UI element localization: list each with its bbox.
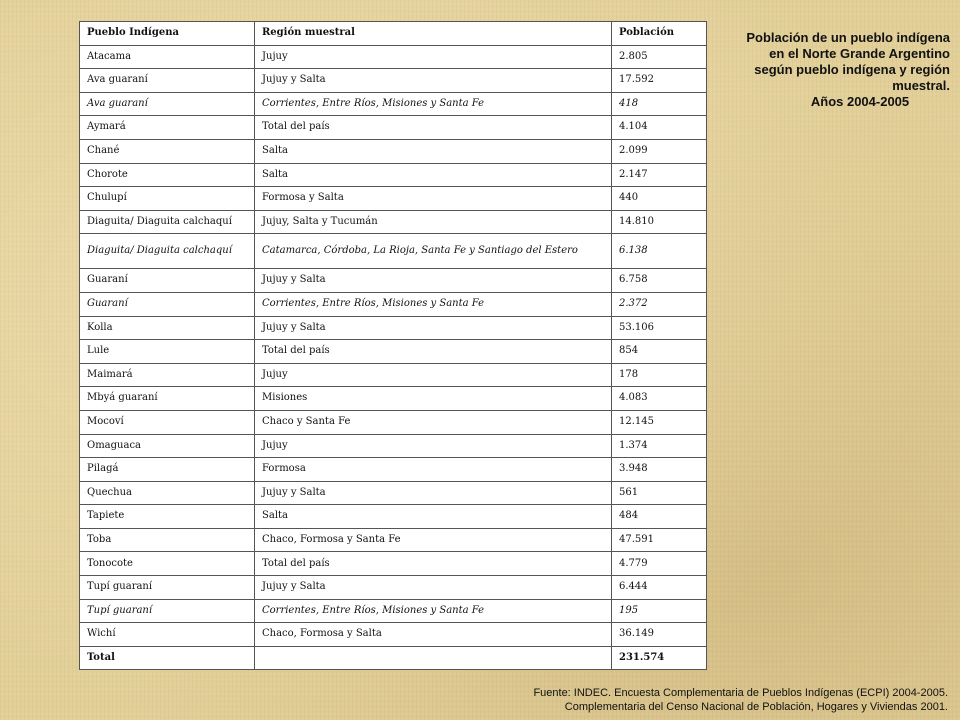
- cell-region: Salta: [255, 505, 612, 529]
- cell-region: Jujuy: [255, 45, 612, 69]
- cell-pueblo: Tonocote: [80, 552, 255, 576]
- title-years: Años 2004-2005: [810, 94, 910, 109]
- cell-region: Jujuy y Salta: [255, 316, 612, 340]
- table-row: [80, 363, 707, 387]
- cell-poblacion: 561: [612, 481, 707, 505]
- cell-poblacion: 12.145: [612, 410, 707, 434]
- title-line-3: según pueblo indígena y región: [754, 62, 950, 77]
- cell-pueblo: Mocoví: [80, 410, 255, 434]
- table-row: [80, 292, 707, 316]
- cell-pueblo: Chulupí: [80, 187, 255, 211]
- population-table-container: [79, 21, 706, 670]
- cell-region: Corrientes, Entre Ríos, Misiones y Santa Fe: [255, 92, 612, 116]
- cell-region: Jujuy y Salta: [255, 269, 612, 293]
- cell-region: Salta: [255, 139, 612, 163]
- table-header-row: [80, 22, 707, 46]
- header-pueblo: Pueblo Indígena: [80, 22, 255, 46]
- table-row: [80, 45, 707, 69]
- cell-region: Chaco, Formosa y Salta: [255, 623, 612, 647]
- cell-poblacion: 440: [612, 187, 707, 211]
- cell-pueblo: Ava guaraní: [80, 92, 255, 116]
- cell-pueblo: Guaraní: [80, 269, 255, 293]
- table-row: [80, 599, 707, 623]
- footnote-line-2: Complementaria del Censo Nacional de Población, Hogares y Viviendas 2001.: [564, 701, 948, 713]
- cell-poblacion: 4.104: [612, 116, 707, 140]
- cell-poblacion: 47.591: [612, 528, 707, 552]
- cell-pueblo: Maimará: [80, 363, 255, 387]
- cell-region: Corrientes, Entre Ríos, Misiones y Santa Fe: [255, 292, 612, 316]
- table-body: [80, 45, 707, 646]
- cell-pueblo: Atacama: [80, 45, 255, 69]
- table-row: [80, 434, 707, 458]
- table-row: [80, 139, 707, 163]
- cell-poblacion: 2.372: [612, 292, 707, 316]
- table-row: [80, 576, 707, 600]
- cell-pueblo: Toba: [80, 528, 255, 552]
- title-line-1: Población de un pueblo indígena: [746, 30, 950, 45]
- cell-pueblo: Aymará: [80, 116, 255, 140]
- cell-pueblo: Chané: [80, 139, 255, 163]
- cell-region: Catamarca, Córdoba, La Rioja, Santa Fe y Santiago del Estero: [255, 234, 612, 269]
- table-row: [80, 623, 707, 647]
- cell-region: Corrientes, Entre Ríos, Misiones y Santa Fe: [255, 599, 612, 623]
- cell-pueblo: Wichí: [80, 623, 255, 647]
- cell-poblacion: 53.106: [612, 316, 707, 340]
- table-total-row: [80, 646, 707, 670]
- cell-poblacion: 178: [612, 363, 707, 387]
- cell-pueblo: Tupí guaraní: [80, 576, 255, 600]
- cell-pueblo: Omaguaca: [80, 434, 255, 458]
- table-row: [80, 69, 707, 93]
- table-row: [80, 234, 707, 269]
- cell-poblacion: 484: [612, 505, 707, 529]
- footnote-line-1: Fuente: INDEC. Encuesta Complementaria de Pueblos Indígenas (ECPI) 2004-2005.: [533, 687, 948, 699]
- cell-region: Formosa: [255, 458, 612, 482]
- cell-poblacion: 2.147: [612, 163, 707, 187]
- cell-region: Jujuy: [255, 363, 612, 387]
- cell-pueblo: Lule: [80, 340, 255, 364]
- cell-region: Jujuy, Salta y Tucumán: [255, 210, 612, 234]
- cell-poblacion: 6.138: [612, 234, 707, 269]
- cell-pueblo: Pilagá: [80, 458, 255, 482]
- cell-poblacion: 418: [612, 92, 707, 116]
- table-row: [80, 116, 707, 140]
- cell-poblacion: 17.592: [612, 69, 707, 93]
- table-row: [80, 210, 707, 234]
- cell-region: Misiones: [255, 387, 612, 411]
- cell-poblacion: 195: [612, 599, 707, 623]
- table-row: [80, 410, 707, 434]
- table-row: [80, 458, 707, 482]
- cell-region: Jujuy y Salta: [255, 69, 612, 93]
- cell-poblacion: 2.805: [612, 45, 707, 69]
- table-row: [80, 552, 707, 576]
- cell-poblacion: 3.948: [612, 458, 707, 482]
- cell-region: Chaco, Formosa y Santa Fe: [255, 528, 612, 552]
- table-row: [80, 528, 707, 552]
- cell-pueblo: Diaguita/ Diaguita calchaquí: [80, 234, 255, 269]
- source-footnote: [468, 686, 948, 714]
- cell-region: Jujuy y Salta: [255, 576, 612, 600]
- cell-poblacion: 2.099: [612, 139, 707, 163]
- table-row: [80, 163, 707, 187]
- cell-poblacion: 4.779: [612, 552, 707, 576]
- table-row: [80, 92, 707, 116]
- cell-pueblo: Diaguita/ Diaguita calchaquí: [80, 210, 255, 234]
- population-table: [79, 21, 707, 670]
- cell-region: Jujuy: [255, 434, 612, 458]
- page-title: [710, 30, 950, 110]
- table-row: [80, 505, 707, 529]
- cell-region: Total del país: [255, 340, 612, 364]
- cell-region: Total del país: [255, 552, 612, 576]
- cell-region: Salta: [255, 163, 612, 187]
- cell-poblacion: 14.810: [612, 210, 707, 234]
- title-line-4: muestral.: [892, 78, 950, 93]
- cell-pueblo: Mbyá guaraní: [80, 387, 255, 411]
- cell-pueblo: Guaraní: [80, 292, 255, 316]
- table-row: [80, 269, 707, 293]
- cell-pueblo: Tupí guaraní: [80, 599, 255, 623]
- table-row: [80, 187, 707, 211]
- header-region: Región muestral: [255, 22, 612, 46]
- cell-poblacion: 6.444: [612, 576, 707, 600]
- cell-poblacion: 854: [612, 340, 707, 364]
- cell-region: Total del país: [255, 116, 612, 140]
- cell-region: Formosa y Salta: [255, 187, 612, 211]
- table-row: [80, 316, 707, 340]
- cell-pueblo: Tapiete: [80, 505, 255, 529]
- cell-poblacion: 4.083: [612, 387, 707, 411]
- cell-region: Chaco y Santa Fe: [255, 410, 612, 434]
- cell-poblacion: 1.374: [612, 434, 707, 458]
- table-row: [80, 387, 707, 411]
- cell-pueblo: Kolla: [80, 316, 255, 340]
- cell-pueblo: Ava guaraní: [80, 69, 255, 93]
- total-value: 231.574: [612, 646, 707, 670]
- title-line-2: en el Norte Grande Argentino: [769, 46, 950, 61]
- cell-region: Jujuy y Salta: [255, 481, 612, 505]
- table-row: [80, 481, 707, 505]
- cell-pueblo: Chorote: [80, 163, 255, 187]
- header-poblacion: Población: [612, 22, 707, 46]
- cell-poblacion: 6.758: [612, 269, 707, 293]
- total-region: [255, 646, 612, 670]
- total-label: Total: [80, 646, 255, 670]
- table-row: [80, 340, 707, 364]
- cell-poblacion: 36.149: [612, 623, 707, 647]
- cell-pueblo: Quechua: [80, 481, 255, 505]
